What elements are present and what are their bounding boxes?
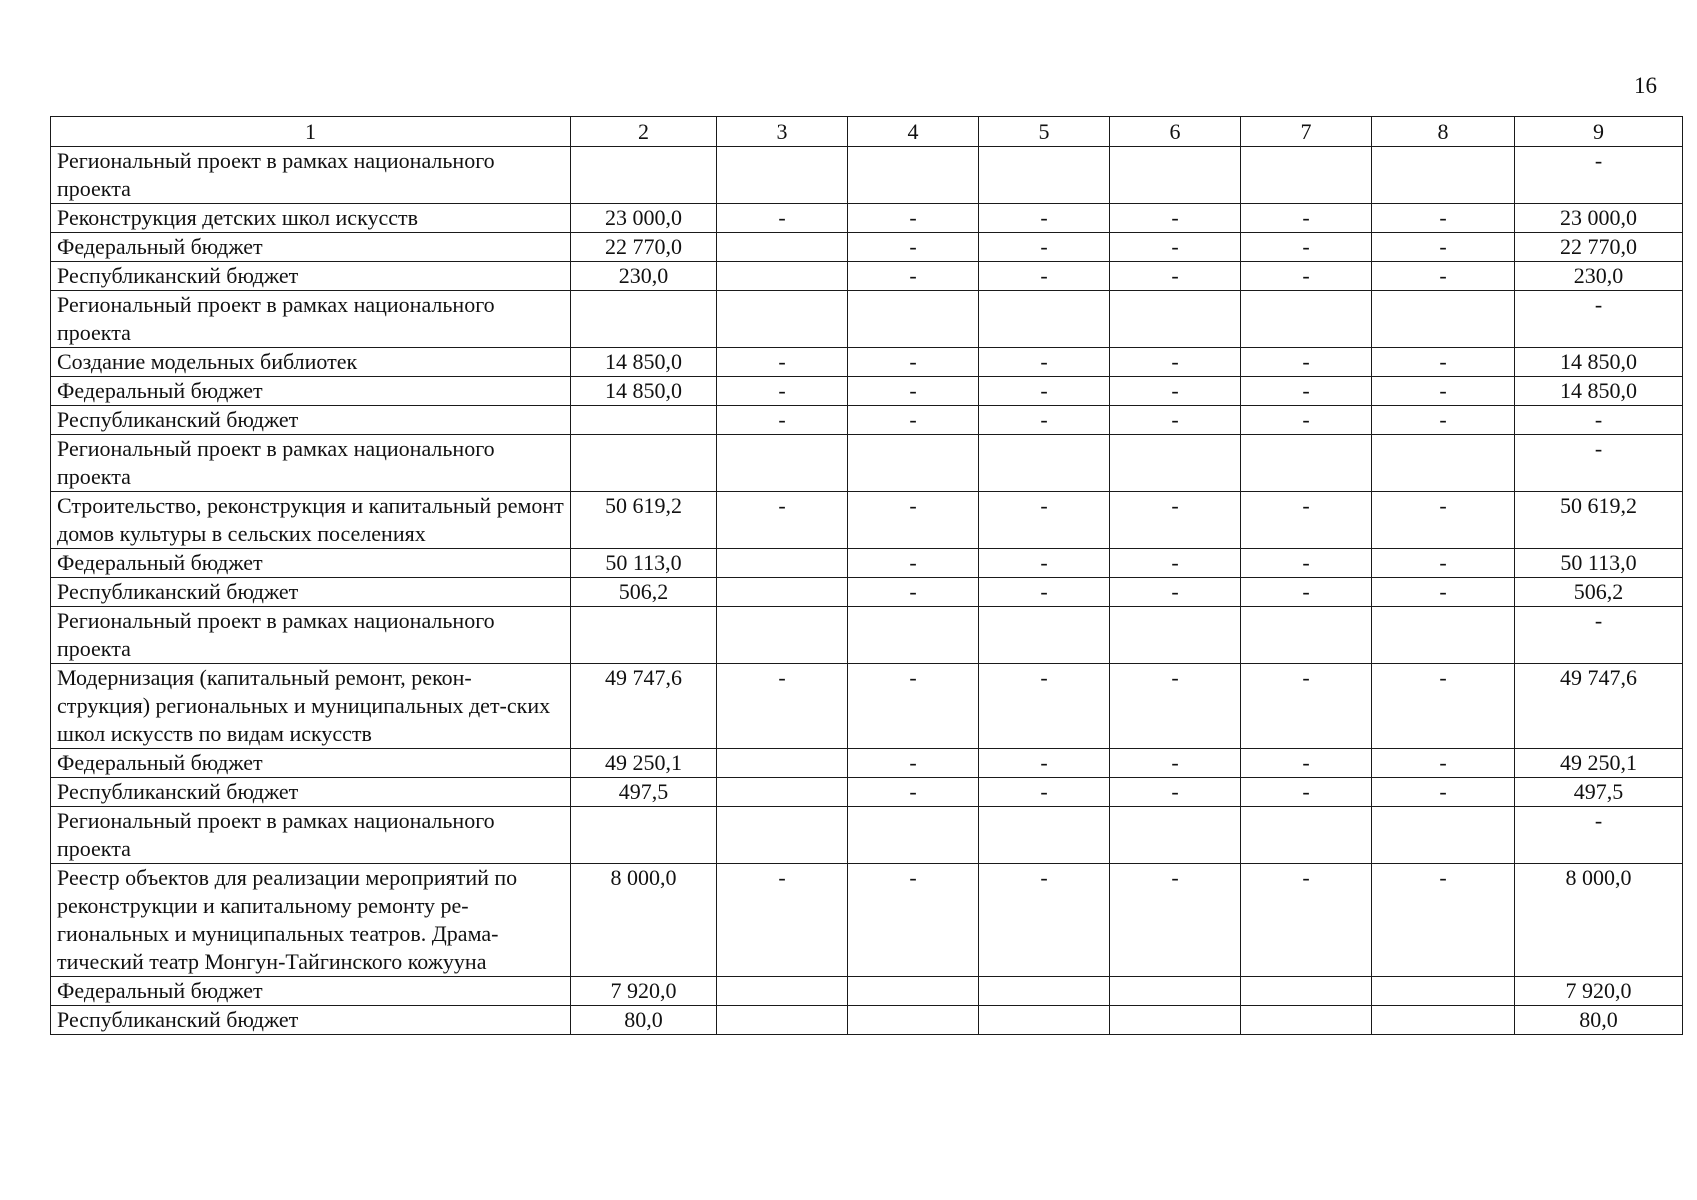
table-cell-col-2: 23 000,0 xyxy=(571,204,717,233)
table-cell-col-6: - xyxy=(1110,664,1241,749)
table-row xyxy=(51,977,1683,1006)
table-cell-col-2 xyxy=(571,435,717,492)
table-cell-col-9: 497,5 xyxy=(1515,778,1683,807)
table-cell-col-9: - xyxy=(1515,807,1683,864)
table-cell-col-6 xyxy=(1110,147,1241,204)
table-cell-col-9: 14 850,0 xyxy=(1515,377,1683,406)
table-cell-col-5: - xyxy=(979,778,1110,807)
table-cell-col-9: 506,2 xyxy=(1515,578,1683,607)
table-cell-col-4: - xyxy=(848,406,979,435)
table-cell-col-3 xyxy=(717,262,848,291)
row-label: Создание модельных библиотек xyxy=(51,348,571,377)
table-cell-col-5: - xyxy=(979,864,1110,977)
table-cell-col-6 xyxy=(1110,807,1241,864)
table-cell-col-7: - xyxy=(1241,377,1372,406)
table-cell-col-6 xyxy=(1110,435,1241,492)
row-label: Федеральный бюджет xyxy=(51,377,571,406)
table-cell-col-3 xyxy=(717,549,848,578)
page-number: 16 xyxy=(1634,73,1657,98)
table-cell-col-5: - xyxy=(979,406,1110,435)
table-cell-col-7 xyxy=(1241,807,1372,864)
row-label: Республиканский бюджет xyxy=(51,778,571,807)
table-cell-col-5 xyxy=(979,977,1110,1006)
table-row xyxy=(51,348,1683,377)
table-cell-col-8: - xyxy=(1372,262,1515,291)
table-row xyxy=(51,1006,1683,1035)
table-cell-col-7: - xyxy=(1241,406,1372,435)
table-cell-col-6: - xyxy=(1110,578,1241,607)
table-cell-col-8: - xyxy=(1372,578,1515,607)
row-label: Региональный проект в рамках национального проекта xyxy=(51,291,571,348)
row-label: Республиканский бюджет xyxy=(51,1006,571,1035)
table-cell-col-3 xyxy=(717,749,848,778)
table-cell-col-7: - xyxy=(1241,233,1372,262)
table-cell-col-5 xyxy=(979,807,1110,864)
row-label: Республиканский бюджет xyxy=(51,578,571,607)
budget-table xyxy=(50,116,1683,1035)
table-cell-col-9: 8 000,0 xyxy=(1515,864,1683,977)
table-cell-col-4: - xyxy=(848,492,979,549)
table-cell-col-6 xyxy=(1110,291,1241,348)
table-cell-col-9: 50 619,2 xyxy=(1515,492,1683,549)
table-cell-col-8: - xyxy=(1372,492,1515,549)
column-number-4: 4 xyxy=(848,117,979,147)
table-row xyxy=(51,607,1683,664)
table-cell-col-5: - xyxy=(979,664,1110,749)
table-cell-col-9: 49 250,1 xyxy=(1515,749,1683,778)
table-cell-col-7: - xyxy=(1241,778,1372,807)
column-number-8: 8 xyxy=(1372,117,1515,147)
table-cell-col-6: - xyxy=(1110,749,1241,778)
row-label: Республиканский бюджет xyxy=(51,406,571,435)
row-label: Федеральный бюджет xyxy=(51,977,571,1006)
table-cell-col-6 xyxy=(1110,1006,1241,1035)
table-cell-col-5: - xyxy=(979,749,1110,778)
table-cell-col-6: - xyxy=(1110,233,1241,262)
table-cell-col-2: 497,5 xyxy=(571,778,717,807)
table-cell-col-7: - xyxy=(1241,749,1372,778)
table-cell-col-4: - xyxy=(848,204,979,233)
table-cell-col-4: - xyxy=(848,864,979,977)
table-cell-col-2: 22 770,0 xyxy=(571,233,717,262)
table-cell-col-3 xyxy=(717,607,848,664)
table-row xyxy=(51,435,1683,492)
row-label: Региональный проект в рамках национального проекта xyxy=(51,435,571,492)
table-cell-col-5 xyxy=(979,607,1110,664)
table-cell-col-3 xyxy=(717,1006,848,1035)
table-cell-col-4 xyxy=(848,147,979,204)
table-row xyxy=(51,778,1683,807)
row-label: Строительство, реконструкция и капитальный ремонт домов культуры в сельских поселениях xyxy=(51,492,571,549)
table-cell-col-2 xyxy=(571,406,717,435)
table-cell-col-4: - xyxy=(848,664,979,749)
row-label: Федеральный бюджет xyxy=(51,749,571,778)
table-cell-col-7: - xyxy=(1241,578,1372,607)
table-row xyxy=(51,664,1683,749)
table-cell-col-3 xyxy=(717,233,848,262)
table-cell-col-7 xyxy=(1241,291,1372,348)
table-cell-col-4 xyxy=(848,1006,979,1035)
column-number-1: 1 xyxy=(51,117,571,147)
column-number-3: 3 xyxy=(717,117,848,147)
table-cell-col-6: - xyxy=(1110,864,1241,977)
table-cell-col-5 xyxy=(979,1006,1110,1035)
table-cell-col-5: - xyxy=(979,492,1110,549)
table-cell-col-9: - xyxy=(1515,291,1683,348)
table-cell-col-9: 14 850,0 xyxy=(1515,348,1683,377)
table-cell-col-7: - xyxy=(1241,864,1372,977)
table-row xyxy=(51,377,1683,406)
column-number-5: 5 xyxy=(979,117,1110,147)
table-cell-col-3 xyxy=(717,807,848,864)
table-cell-col-5 xyxy=(979,291,1110,348)
table-cell-col-9: 23 000,0 xyxy=(1515,204,1683,233)
table-cell-col-9: - xyxy=(1515,435,1683,492)
table-cell-col-3 xyxy=(717,435,848,492)
table-cell-col-2: 8 000,0 xyxy=(571,864,717,977)
table-cell-col-8: - xyxy=(1372,778,1515,807)
table-cell-col-6 xyxy=(1110,977,1241,1006)
column-number-7: 7 xyxy=(1241,117,1372,147)
table-row xyxy=(51,204,1683,233)
table-cell-col-6: - xyxy=(1110,348,1241,377)
table-cell-col-4 xyxy=(848,807,979,864)
table-cell-col-3: - xyxy=(717,204,848,233)
table-row xyxy=(51,492,1683,549)
table-cell-col-4 xyxy=(848,607,979,664)
table-cell-col-4 xyxy=(848,291,979,348)
table-cell-col-3: - xyxy=(717,377,848,406)
table-cell-col-2 xyxy=(571,807,717,864)
table-cell-col-2: 14 850,0 xyxy=(571,377,717,406)
table-row xyxy=(51,262,1683,291)
table-cell-col-4: - xyxy=(848,377,979,406)
table-cell-col-8 xyxy=(1372,1006,1515,1035)
table-cell-col-8 xyxy=(1372,291,1515,348)
table-cell-col-4: - xyxy=(848,348,979,377)
table-cell-col-7 xyxy=(1241,435,1372,492)
table-cell-col-9: 80,0 xyxy=(1515,1006,1683,1035)
table-cell-col-4 xyxy=(848,435,979,492)
table-cell-col-7: - xyxy=(1241,492,1372,549)
table-cell-col-5: - xyxy=(979,233,1110,262)
column-number-6: 6 xyxy=(1110,117,1241,147)
table-cell-col-7 xyxy=(1241,1006,1372,1035)
table-cell-col-3 xyxy=(717,147,848,204)
row-label: Федеральный бюджет xyxy=(51,233,571,262)
table-cell-col-4: - xyxy=(848,549,979,578)
table-cell-col-7: - xyxy=(1241,204,1372,233)
table-cell-col-3 xyxy=(717,291,848,348)
table-cell-col-6: - xyxy=(1110,204,1241,233)
table-row xyxy=(51,233,1683,262)
table-cell-col-8 xyxy=(1372,147,1515,204)
table-cell-col-3 xyxy=(717,977,848,1006)
table-cell-col-2: 50 113,0 xyxy=(571,549,717,578)
table-cell-col-9: 50 113,0 xyxy=(1515,549,1683,578)
column-number-row xyxy=(51,117,1683,147)
table-cell-col-7: - xyxy=(1241,664,1372,749)
table-cell-col-6: - xyxy=(1110,377,1241,406)
table-cell-col-6: - xyxy=(1110,262,1241,291)
table-cell-col-3: - xyxy=(717,406,848,435)
table-cell-col-8: - xyxy=(1372,348,1515,377)
table-cell-col-8: - xyxy=(1372,864,1515,977)
table-cell-col-7 xyxy=(1241,977,1372,1006)
table-cell-col-9: 230,0 xyxy=(1515,262,1683,291)
row-label: Региональный проект в рамках национального проекта xyxy=(51,147,571,204)
table-cell-col-8: - xyxy=(1372,233,1515,262)
table-cell-col-5: - xyxy=(979,549,1110,578)
row-label: Реконструкция детских школ искусств xyxy=(51,204,571,233)
table-cell-col-3: - xyxy=(717,348,848,377)
table-cell-col-2 xyxy=(571,607,717,664)
row-label: Региональный проект в рамках национального проекта xyxy=(51,607,571,664)
table-cell-col-5 xyxy=(979,147,1110,204)
table-cell-col-5: - xyxy=(979,578,1110,607)
table-cell-col-2: 80,0 xyxy=(571,1006,717,1035)
table-cell-col-8 xyxy=(1372,435,1515,492)
table-cell-col-6 xyxy=(1110,607,1241,664)
table-cell-col-2: 506,2 xyxy=(571,578,717,607)
table-cell-col-9: 49 747,6 xyxy=(1515,664,1683,749)
table-cell-col-7 xyxy=(1241,607,1372,664)
table-cell-col-9: - xyxy=(1515,607,1683,664)
table-cell-col-2: 7 920,0 xyxy=(571,977,717,1006)
table-cell-col-7: - xyxy=(1241,348,1372,377)
table-cell-col-5: - xyxy=(979,377,1110,406)
row-label: Реестр объектов для реализации мероприятий по реконструкции и капитальному ремонту ре-гиональных и муниципальных театров. Драма-тический театр Монгун-Тайгинского кожууна xyxy=(51,864,571,977)
table-row xyxy=(51,807,1683,864)
table-cell-col-8 xyxy=(1372,607,1515,664)
table-cell-col-4: - xyxy=(848,578,979,607)
table-cell-col-4: - xyxy=(848,749,979,778)
table-cell-col-8 xyxy=(1372,977,1515,1006)
table-cell-col-5: - xyxy=(979,204,1110,233)
table-cell-col-5: - xyxy=(979,262,1110,291)
column-number-9: 9 xyxy=(1515,117,1683,147)
table-cell-col-8: - xyxy=(1372,664,1515,749)
table-cell-col-4: - xyxy=(848,233,979,262)
table-row xyxy=(51,749,1683,778)
table-cell-col-6: - xyxy=(1110,778,1241,807)
table-cell-col-7: - xyxy=(1241,262,1372,291)
table-cell-col-8: - xyxy=(1372,749,1515,778)
table-row xyxy=(51,147,1683,204)
table-cell-col-7 xyxy=(1241,147,1372,204)
table-cell-col-8 xyxy=(1372,807,1515,864)
table-cell-col-2: 230,0 xyxy=(571,262,717,291)
table-cell-col-4 xyxy=(848,977,979,1006)
table-cell-col-8: - xyxy=(1372,406,1515,435)
table-row xyxy=(51,406,1683,435)
table-cell-col-2: 14 850,0 xyxy=(571,348,717,377)
table-cell-col-2 xyxy=(571,291,717,348)
row-label: Модернизация (капитальный ремонт, рекон-струкция) региональных и муниципальных дет-ских школ искусств по видам искусств xyxy=(51,664,571,749)
table-cell-col-9: - xyxy=(1515,147,1683,204)
table-cell-col-4: - xyxy=(848,778,979,807)
table-cell-col-3: - xyxy=(717,664,848,749)
table-cell-col-3 xyxy=(717,778,848,807)
table-cell-col-2: 50 619,2 xyxy=(571,492,717,549)
table-cell-col-6: - xyxy=(1110,549,1241,578)
table-cell-col-2: 49 747,6 xyxy=(571,664,717,749)
table-cell-col-8: - xyxy=(1372,204,1515,233)
row-label: Федеральный бюджет xyxy=(51,549,571,578)
table-cell-col-3: - xyxy=(717,492,848,549)
table-row xyxy=(51,549,1683,578)
table-cell-col-3: - xyxy=(717,864,848,977)
table-cell-col-9: 22 770,0 xyxy=(1515,233,1683,262)
table-cell-col-5: - xyxy=(979,348,1110,377)
table-cell-col-6: - xyxy=(1110,492,1241,549)
table-cell-col-8: - xyxy=(1372,377,1515,406)
table-cell-col-4: - xyxy=(848,262,979,291)
table-cell-col-2 xyxy=(571,147,717,204)
column-number-2: 2 xyxy=(571,117,717,147)
table-cell-col-5 xyxy=(979,435,1110,492)
table-cell-col-6: - xyxy=(1110,406,1241,435)
table-cell-col-2: 49 250,1 xyxy=(571,749,717,778)
table-row xyxy=(51,291,1683,348)
table-cell-col-8: - xyxy=(1372,549,1515,578)
table-body xyxy=(51,147,1683,1035)
table-cell-col-7: - xyxy=(1241,549,1372,578)
table-row xyxy=(51,864,1683,977)
table-cell-col-9: - xyxy=(1515,406,1683,435)
table-cell-col-9: 7 920,0 xyxy=(1515,977,1683,1006)
table-cell-col-3 xyxy=(717,578,848,607)
table-row xyxy=(51,578,1683,607)
row-label: Республиканский бюджет xyxy=(51,262,571,291)
row-label: Региональный проект в рамках национального проекта xyxy=(51,807,571,864)
